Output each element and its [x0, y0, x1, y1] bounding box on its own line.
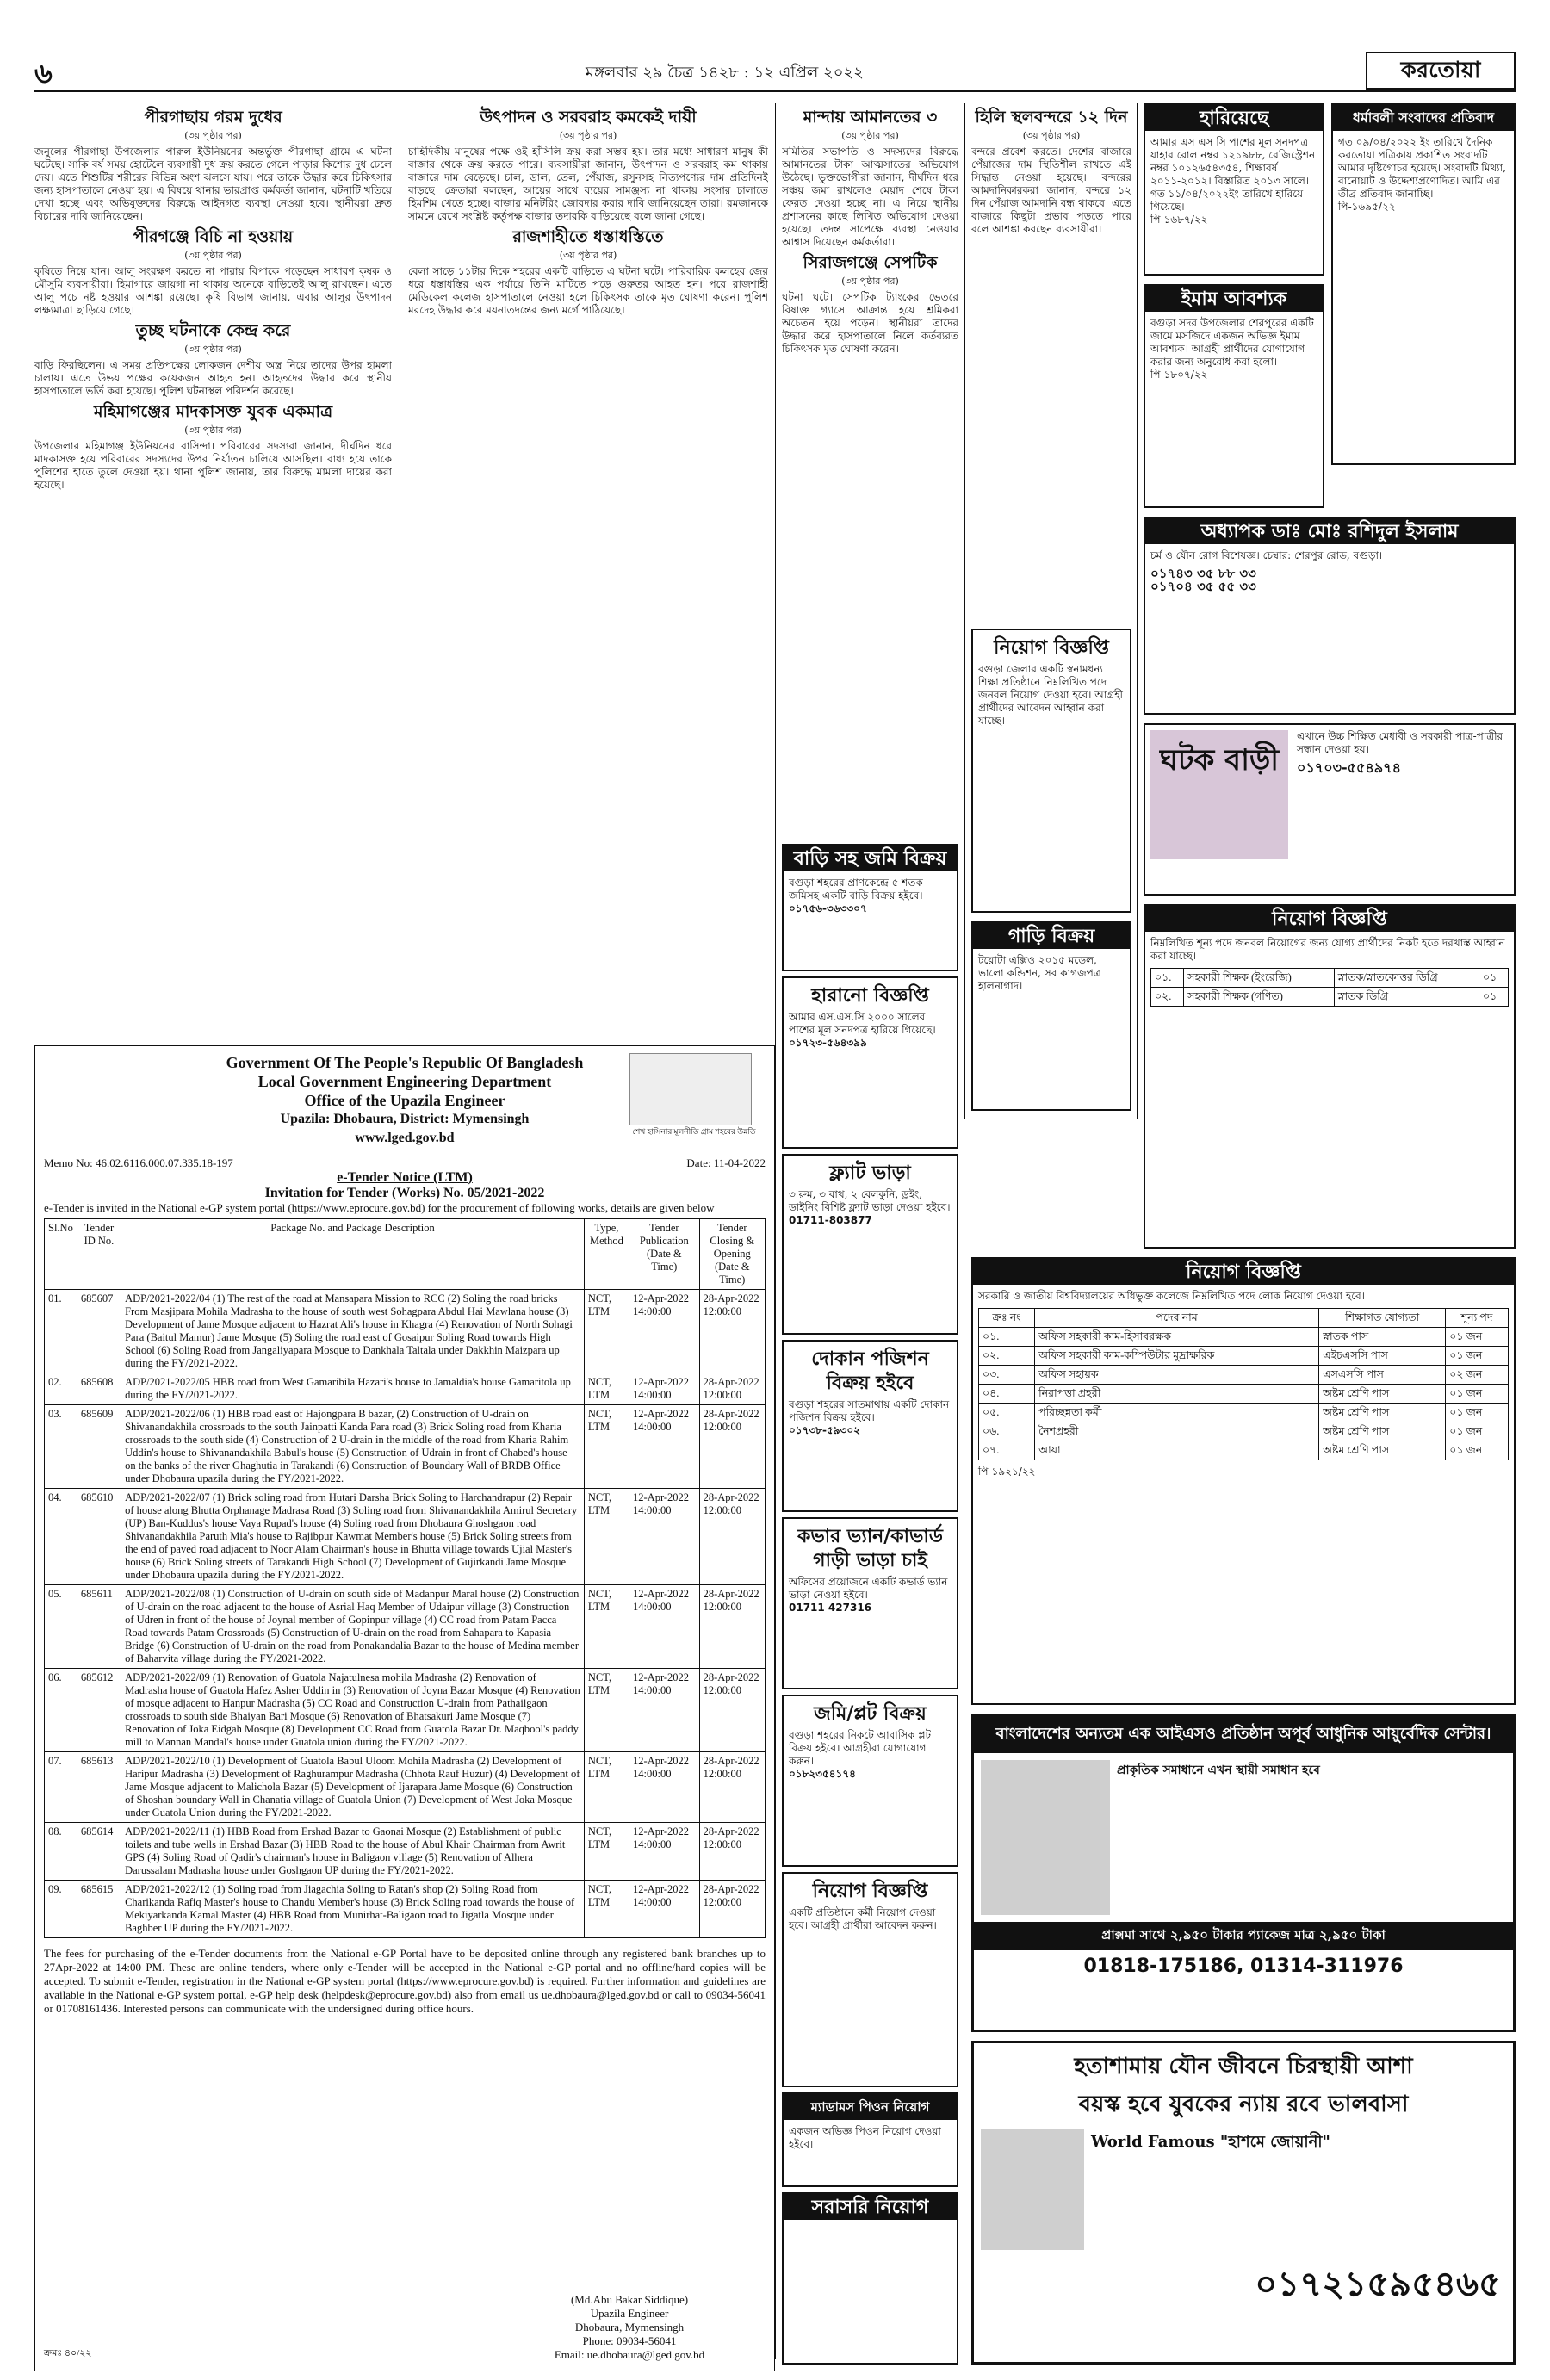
ad-body: সরকারি ও জাতীয় বিশ্ববিদ্যালয়ের অধিভুক্ত কলেজে নিম্নলিখিত পদে লোক নিয়োগ দেওয়া হবে। — [978, 1290, 1365, 1302]
article-title: সিরাজগঞ্জে সেপটিক — [803, 253, 938, 272]
article-continued: (৩য় পৃষ্ঠার পর) — [1022, 130, 1081, 141]
article-title: তুচ্ছ ঘটনাকে কেন্দ্র করে — [135, 321, 291, 340]
tender-cell: 28-Apr-2022 12:00:00 — [699, 1405, 765, 1489]
job-cell: ০১ জন — [1446, 1404, 1509, 1422]
ad-title: সরাসরি নিয়োগ — [784, 2194, 957, 2220]
ad-body: ৩ রুম, ৩ বাথ, ২ বেলকুনি, ড্রইং, ডাইনিং বিশিষ্ট ফ্ল্যাট ভাড়া দেওয়া হইবে। — [789, 1188, 951, 1213]
job-col-header: পদের নাম — [1035, 1309, 1319, 1328]
tender-notice-title: e-Tender Notice (LTM) — [337, 1170, 473, 1185]
tender-table — [44, 1218, 766, 1938]
tender-cell: 685613 — [77, 1752, 121, 1823]
article-body: বাড়ি ফিরছিলেন। এ সময় প্রতিপক্ষের লোকজন দেশীয় অস্ত্র নিয়ে তাদের উপর হামলা চালায়। এতে উভয় পক্ষের কয়েকজন আহত হন। আহতদের উদ্ধার করে স্থানীয় হাসপাতালে ভর্তি করা হয়েছে। পুলিশ ঘটনাস্থল পরিদর্শন করেছে। — [34, 359, 392, 397]
tender-col-header: Tender Publication (Date & Time) — [629, 1219, 700, 1290]
job-cell: ০৬. — [979, 1422, 1035, 1441]
tender-cell: 12-Apr-2022 14:00:00 — [629, 1669, 700, 1752]
classified-ad — [971, 921, 1132, 1111]
job-ad — [971, 1257, 1516, 1705]
signature-block — [500, 2267, 759, 2362]
tender-date: Date: 11-04-2022 — [686, 1156, 766, 1169]
job-cell: ০১ জন — [1446, 1441, 1509, 1460]
tender-cell: 685610 — [77, 1489, 121, 1585]
job-cell: ০১ — [1479, 988, 1509, 1007]
ad-ref: পি-১৬৮৭/২২ — [1150, 214, 1208, 226]
matchmaker-ad — [1144, 723, 1516, 896]
tender-col-header: Sl.No — [45, 1219, 78, 1290]
job-cell: অষ্টম শ্রেণি পাস — [1319, 1422, 1446, 1441]
tender-cell: ADP/2021-2022/08 (1) Construction of U-drain on south side of Madanpur Maral house (2) Construction of U-drain on the road adjacent to the house of Asrial Haq Member of Udaipur village (3) Construction of Udren in front of the house of Joynal member of Gopinpur village (4) CC road from Patam Pacca Road towards Patam Crossroads (5) Construction of U-drain on the road from Sahapara to Kapasia Bridge (6) Construction of U-drain on the road from Ponakandalia Bazar to the house of Medina member of Baharvita village during the FY/2021-2022. — [121, 1585, 585, 1669]
tender-cell: ADP/2021-2022/12 (1) Soling road from Jiagachia Soling to Ratan's shop (2) Soling Road from Charikanda Rafiq Master's house to Chandu Member's house (3) Brick Soling road towards the house of Mekiyarkanda Kamal Master (4) HBB Road from Munirhat-Baligaon road to Jigatla Mosque under Baghber UP during the FY/2021-2022. — [121, 1881, 585, 1938]
signer-location: Dhobaura, Mymensingh — [574, 2321, 685, 2334]
classified-ad — [782, 1340, 958, 1512]
job-cell: নৈশপ্রহরী — [1035, 1422, 1319, 1441]
article-title: মান্দায় আমানতের ৩ — [803, 108, 938, 127]
news-column-4 — [971, 103, 1132, 620]
tender-col-header: Package No. and Package Description — [121, 1219, 585, 1290]
job-cell: আয়া — [1035, 1441, 1319, 1460]
ad-body: আমার এস এস সি পাশের মূল সনদপত্র যাহার রোল নম্বর ১২১৯৮৮, রেজিস্ট্রেশন নম্বর ১০১২৬৫৪৩৫৪, শিক্ষাবর্ষ ২০১১-২০১২। বিস্তারিত ২০১৩ সালে। গত ১১/০৪/২০২২ইং তারিখে হারিয়ে গিয়েছে। — [1150, 136, 1316, 213]
ad-phone: ০১৭০৪ ৩৫ ৫৫ ৩৩ — [1150, 579, 1256, 594]
tender-cell: 12-Apr-2022 14:00:00 — [629, 1373, 700, 1405]
ad-title: ম্যাডামস পিওন নিয়োগ — [784, 2094, 957, 2120]
article-body: চাহিদিকীয় মানুষের পক্ষে ওই হাঁসিলি ক্রয় করা সম্ভব হয়। তার মধ্যে সাধারণ মানুষ কী বাজার থেকে ক্রয় করতে পারে। ব্যবসায়ীরা জানান, উৎপাদন ও সরবরাহ কম থাকায় বাজারে দাম বেড়েছে। চাল, ডাল, তেল, পেঁয়াজ, রসুনসহ নিত্যপণ্যের দাম প্রতিদিনই বাড়ছে। ক্রেতারা বলছেন, আয়ের সাথে ব্যয়ের সামঞ্জস্য না থাকায় সংসার চালাতে হিমশিম খেতে হচ্ছে। বাজার মনিটরিং জোরদার করার দাবি জানিয়েছেন তারা। রমজানকে সামনে রেখে সংশ্লিষ্ট কর্তৃপক্ষ বাজার তদারকি বাড়িয়েছে বলে জানা গেছে। — [408, 146, 768, 222]
tender-cell: 12-Apr-2022 14:00:00 — [629, 1585, 700, 1669]
job-cell: ০১ জন — [1446, 1347, 1509, 1366]
job-row — [979, 1422, 1509, 1441]
job-cell: অষ্টম শ্রেণি পাস — [1319, 1441, 1446, 1460]
tender-cell: 12-Apr-2022 14:00:00 — [629, 1752, 700, 1823]
tender-cell: NCT, LTM — [584, 1585, 629, 1669]
tender-row — [45, 1290, 766, 1373]
job-cell: ০৪. — [979, 1385, 1035, 1404]
ad-ref: পি-১৯২১/২২ — [978, 1466, 1036, 1478]
ad-body: আমার এস.এস.সি ২০০০ সালের পাশের মূল সনদপত্র হারিয়ে গিয়েছে। — [789, 1011, 936, 1036]
ad-ref: পি-১৬৯৫/২২ — [1338, 201, 1396, 213]
classified-ad — [782, 2092, 958, 2187]
signer-phone: Phone: 09034-56041 — [582, 2334, 677, 2347]
classified-ad — [1144, 103, 1324, 276]
tender-row — [45, 1669, 766, 1752]
tender-cell: 28-Apr-2022 12:00:00 — [699, 1881, 765, 1938]
ad-offer: প্রাক্সমা সাথে ২,৯৫০ টাকার প্যাকেজ মাত্র ২,৯৫০ টাকা — [974, 1922, 1513, 1950]
job-cell: নিরাপত্তা প্রহরী — [1035, 1385, 1319, 1404]
tender-cell: NCT, LTM — [584, 1881, 629, 1938]
article-body: কৃষিতে নিয়ে যান। আলু সংরক্ষণ করতে না পারায় বিপাকে পড়েছেন সাধারণ কৃষক ও মৌসুমি ব্যবসায়ীরা। হিমাগারে জায়গা না থাকায় অনেকে বাড়িতেই আলু রাখছেন। এতে আলু পচে নষ্ট হওয়ার আশঙ্কা রয়েছে। কৃষি বিভাগ জানায়, এবার আলুর উৎপাদন লক্ষ্যমাত্রা ছাড়িয়ে গেছে। — [34, 265, 392, 316]
tender-cell: 28-Apr-2022 12:00:00 — [699, 1373, 765, 1405]
article-continued: (৩য় পৃষ্ঠার পর) — [841, 276, 899, 287]
tender-ref: ক্রমঃ ৪০/২২ — [44, 2348, 92, 2358]
job-cell: ০১ জন — [1446, 1328, 1509, 1347]
tender-cell: 03. — [45, 1405, 78, 1489]
job-cell: অফিস সহায়ক — [1035, 1366, 1319, 1385]
column-rule — [775, 103, 776, 2359]
job-row — [979, 1347, 1509, 1366]
tender-cell: 28-Apr-2022 12:00:00 — [699, 1669, 765, 1752]
article-body: জনুলের পীরগাছা উপজেলার পারুল ইউনিয়নের অন্তর্ভুক্ত পীরগাছা গ্রামে এ ঘটনা ঘটেছে। সাকি বর্ষ সময় হোটেলে ব্যবসায়ী দুধ ক্রয় করতে গেলে পাড়ার কিশোর দুধ ঢেলে দেয়। এতে শিশুটির শরীরের বিভিন্ন অংশ ঝলসে যায়। পরে তাকে উদ্ধার করে চিকিৎসার জন্য হাসপাতালে নেওয়া হয়। এ বিষয়ে থানার ভারপ্রাপ্ত কর্মকর্তা জানান, ঘটনাটি খতিয়ে দেখা হচ্ছে এবং অভিযুক্তদের বিরুদ্ধে আইনগত ব্যবস্থা নেওয়া হবে। স্থানীয়রা দ্রুত বিচারের দাবি জানিয়েছেন। — [34, 146, 392, 222]
news-column-2 — [408, 103, 768, 1033]
tender-cell: 12-Apr-2022 14:00:00 — [629, 1881, 700, 1938]
article-title: পীরগঞ্জে বিচি না হওয়ায় — [133, 227, 294, 246]
tender-cell: 06. — [45, 1669, 78, 1752]
job-cell: ০১ জন — [1446, 1422, 1509, 1441]
tender-cell: NCT, LTM — [584, 1823, 629, 1881]
ad-phone: ০১৮২৩৫৪১৭৪ — [789, 1768, 856, 1780]
page-header — [34, 52, 1516, 92]
seal-caption: শেখ হাসিনার মূলনীতি গ্রাম শহরের উন্নতি — [632, 1127, 756, 1136]
ad-title: ইমাম আবশ্যক — [1145, 286, 1323, 312]
tender-footer: The fees for purchasing of the e-Tender documents from the National e-GP Portal have to be deposited online through any registered bank branches up to 27Apr-2022 at 14:00 PM. These are online tenders, where only e-Tender will be accepted in the National e-GP portal and no offline/hard copies will be accepted. To submit e-Tender, registration in the National e-GP system portal (https://www.eprocure.gov.bd) is required. Further information and guidelines are available in the National e-GP system portal, e-GP help desk (helpdesk@eprocure.gov.bd) also from email us ue.dhobaura@lged.gov.bd or call to 09034-56041 or 01708161436. Interested persons can communicate with the undersigned during office hours. — [44, 1947, 766, 2015]
job-cell: এসএসসি পাস — [1319, 1366, 1446, 1385]
article-title: উৎপাদন ও সরবরাহ কমকেই দায়ী — [480, 108, 697, 127]
tender-cell: 12-Apr-2022 14:00:00 — [629, 1290, 700, 1373]
tender-upazila: Upazila: Dhobaura, District: Mymensingh — [280, 1112, 530, 1126]
signature — [500, 2267, 759, 2293]
tender-cell: 28-Apr-2022 12:00:00 — [699, 1290, 765, 1373]
article-title: মহিমাগঞ্জের মাদকাসক্ত যুবক একমাত্র — [93, 402, 333, 421]
ad-body: গত ০৯/০৪/২০২২ ইং তারিখে দৈনিক করতোয়া পত্রিকায় প্রকাশিত সংবাদটি আমার দৃষ্টিগোচর হয়েছে। সংবাদটি মিথ্যা, বানোয়াট ও উদ্দেশ্যপ্রণোদিত। আমি এর তীব্র প্রতিবাদ জানাচ্ছি। — [1338, 136, 1506, 200]
job-cell: পরিচ্ছন্নতা কর্মী — [1035, 1404, 1319, 1422]
ad-phone: ০১৭৫৬-৩৬৩৩০৭ — [789, 902, 867, 914]
tender-row — [45, 1373, 766, 1405]
article-body: উপজেলার মহিমাগঞ্জ ইউনিয়নের বাসিন্দা। পরিবারের সদস্যরা জানান, দীর্ঘদিন ধরে মাদকাসক্ত হয়ে পরিবারের সদস্যদের উপর নির্যাতন চালিয়ে আসছিল। বাধ্য হয়ে তাকে পুলিশের হাতে তুলে দেওয়া হয়। থানা পুলিশ জানায়, তার বিরুদ্ধে মামলা দায়ের করা হয়েছে। — [34, 440, 392, 491]
ad-body: বগুড়া জেলার একটি স্বনামধন্য শিক্ষা প্রতিষ্ঠানে নিম্নলিখিত পদে জনবল নিয়োগ দেওয়া হবে। আগ্রহী প্রার্থীদের আবেদন আহ্বান করা যাচ্ছে। — [978, 663, 1123, 727]
article-continued: (৩য় পৃষ্ঠার পর) — [184, 130, 242, 141]
ad-ref: পি-১৮০৭/২২ — [1150, 369, 1208, 381]
job-row — [1151, 969, 1509, 988]
job-cell: ০৩. — [979, 1366, 1035, 1385]
signer-title: Upazila Engineer — [590, 2307, 669, 2320]
job-row — [1151, 988, 1509, 1007]
job-row — [979, 1404, 1509, 1422]
job-col-header: ক্রঃ নং — [979, 1309, 1035, 1328]
tender-cell: ADP/2021-2022/07 (1) Brick soling road from Hutari Darsha Brick Soling to Harchandrapur (2) Repair of house along Bhutta Orphanage Madrasa Road (3) Soling road from Shivanandakhila Amirul Secretary (UP) Ban-Kuddus's house Vaya Rupad's house (4) Soling road from Dhobaura Ghoshgaon road Shivanandakhila Paruth Mia's house to Rajibpur Kawmat Member's house (5) Brick Soling streets from the end of paved road adjacent to Noor Alam Chairman's house in Bhutta village towards Ujial Master's house (6) Brick Soling streets of Tarakandi High School (7) Development of Gujirkandi Jame Mosque under Dhobaura upazila during the FY/2021-2022. — [121, 1489, 585, 1585]
job-cell: অষ্টম শ্রেণি পাস — [1319, 1385, 1446, 1404]
tender-cell: 12-Apr-2022 14:00:00 — [629, 1823, 700, 1881]
memo-number: Memo No: 46.02.6116.000.07.335.18-197 — [44, 1156, 233, 1169]
job-row — [979, 1441, 1509, 1460]
ad-body: এখানে উচ্চ শিক্ষিত মেধাবী ও সরকারী পাত্র-পাত্রীর সন্ধান দেওয়া হয়। — [1297, 730, 1504, 755]
ad-title: নিয়োগ বিজ্ঞপ্তি — [1145, 906, 1514, 932]
classified-ad — [782, 2192, 958, 2365]
tender-cell: 02. — [45, 1373, 78, 1405]
tender-dept: Local Government Engineering Department — [257, 1073, 552, 1090]
tender-cell: 12-Apr-2022 14:00:00 — [629, 1405, 700, 1489]
ad-title: নিয়োগ বিজ্ঞপ্তি — [812, 1880, 928, 1902]
tender-row — [45, 1881, 766, 1938]
job-cell: সহকারী শিক্ষক (ইংরেজি) — [1184, 969, 1334, 988]
classified-ad — [782, 976, 958, 1149]
ad-body: অফিসের প্রয়োজনে একটি কভার্ড ভ্যান ভাড়া নেওয়া হইবে। — [789, 1576, 948, 1601]
tender-cell: 01. — [45, 1290, 78, 1373]
ad-phone: ০১৭২৩-৫৬৪৩৯৯ — [789, 1037, 867, 1049]
tender-cell: 07. — [45, 1752, 78, 1823]
tender-cell: 28-Apr-2022 12:00:00 — [699, 1823, 765, 1881]
ad-phone: ০১৭০৩-৫৫৪৯৭৪ — [1297, 759, 1401, 776]
tender-invitation: Invitation for Tender (Works) No. 05/2021-2022 — [264, 1186, 545, 1200]
page-number: ৬ — [34, 57, 53, 90]
ad-phone: ০১৭৩৮-৫৯৩০২ — [789, 1424, 860, 1436]
tender-col-header: Type, Method — [584, 1219, 629, 1290]
tender-cell: 28-Apr-2022 12:00:00 — [699, 1489, 765, 1585]
ad-title: ধর্মাবলী সংবাদের প্রতিবাদ — [1333, 105, 1514, 131]
article-continued: (৩য় পৃষ্ঠার পর) — [184, 425, 242, 436]
article-body: ঘটনা ঘটে। সেপটিক ট্যাংকের ভেতরে বিষাক্ত গ্যাসে আক্রান্ত হয়ে শ্রমিকরা অচেতন হয়ে পড়েন। স্থানীয়রা তাদের উদ্ধার করে হাসপাতালে নিলে কর্তব্যরত চিকিৎসক মৃত ঘোষণা করেন। — [782, 291, 958, 355]
classified-ad — [782, 844, 958, 971]
newspaper-logo — [1366, 52, 1516, 90]
tender-cell: 685609 — [77, 1405, 121, 1489]
tender-cell: 08. — [45, 1823, 78, 1881]
ad-body: বগুড়া সদর উপজেলার শেরপুরের একটি জামে মসজিদে একজন অভিজ্ঞ ইমাম আবশ্যক। আগ্রহী প্রার্থীদের যোগাযোগ করার জন্য অনুরোধ করা হলো। — [1150, 317, 1314, 368]
ad-title: নিয়োগ বিজ্ঞপ্তি — [994, 636, 1109, 659]
job-cell: স্নাতক/স্নাতকোত্তর ডিগ্রি — [1334, 969, 1479, 988]
job-cell: অফিস সহকারী কাম-কম্পিউটার মুদ্রাক্ষরিক — [1035, 1347, 1319, 1366]
ad-title: অধ্যাপক ডাঃ মোঃ রশিদুল ইসলাম — [1145, 518, 1514, 544]
article-body: বন্দরে প্রবেশ করতে। দেশের বাজারে পেঁয়াজের দাম স্থিতিশীল রাখতে এই সিদ্ধান্ত নেওয়া হয়েছে। বন্দরের আমদানিকারকরা জানান, বন্দরে ১২ দিন পেঁয়াজ আমদানি বন্ধ থাকবে। এতে বাজারে কিছুটা প্রভাব পড়তে পারে বলে আশঙ্কা করছেন ব্যবসায়ীরা। — [971, 146, 1132, 235]
job-cell: এইচএসসি পাস — [1319, 1347, 1446, 1366]
tender-cell: 685611 — [77, 1585, 121, 1669]
classified-ad — [782, 1872, 958, 2087]
tender-website[interactable]: www.lged.gov.bd — [355, 1131, 455, 1145]
tender-cell: 685608 — [77, 1373, 121, 1405]
job-cell: ০১. — [1151, 969, 1184, 988]
ad-subtitle: বয়স্ক হবে যুবকের ন্যায় রবে ভালবাসা — [1078, 2092, 1409, 2117]
tender-cell: ADP/2021-2022/04 (1) The rest of the road at Mansapara Mission to RCC (2) Soling the road bricks From Masjipara Mohila Madrasha to the house of south west Sohagpara Abdul Hai Mawlana house (3) Development of Jame Mosque adjacent to Hazrat Ali's house in Khagra (4) Renovation of North Sohagi Para (Baitul Mamur) Jame Mosque (5) Soling the road east of Gosaipur Soling Road towards High School (6) Soling Road from Jangaliyapara Mosque to Dankhala Taltala under Dakkhin Maizpara up during the FY/2021-2022. — [121, 1290, 585, 1373]
news-column-3 — [782, 103, 958, 827]
tender-cell: 685614 — [77, 1823, 121, 1881]
ad-body: নিম্নলিখিত শূন্য পদে জনবল নিয়োগের জন্য যোগ্য প্রার্থীদের নিকট হতে দরখাস্ত আহ্বান করা যাচ্ছে। — [1150, 937, 1505, 962]
job-row — [979, 1366, 1509, 1385]
job-cell: ০২ জন — [1446, 1366, 1509, 1385]
job-table — [1150, 968, 1509, 1007]
ad-body: বগুড়া শহরের নিকটে আবাসিক প্লট বিক্রয় হইবে। আগ্রহীরা যোগাযোগ করুন। — [789, 1729, 932, 1767]
ad-body: বগুড়া শহরের প্রাণকেন্দ্রে ৫ শতক জমিসহ একটি বাড়ি বিক্রয় হইবে। — [789, 877, 923, 902]
tender-row — [45, 1405, 766, 1489]
tender-cell: 05. — [45, 1585, 78, 1669]
ad-phone: 01711-803877 — [789, 1214, 872, 1226]
tender-cell: NCT, LTM — [584, 1669, 629, 1752]
tender-row — [45, 1823, 766, 1881]
tender-cell: 28-Apr-2022 12:00:00 — [699, 1585, 765, 1669]
job-table — [978, 1308, 1509, 1460]
tender-cell: 09. — [45, 1881, 78, 1938]
column-rule — [964, 103, 965, 1119]
job-cell: সহকারী শিক্ষক (গণিত) — [1184, 988, 1334, 1007]
ad-body: প্রাকৃতিক সমাধানে এখন স্থায়ী সমাধান হবে — [1117, 1763, 1320, 1777]
article-continued: (৩য় পৃষ্ঠার পর) — [559, 250, 617, 261]
article-continued: (৩য় পৃষ্ঠার পর) — [841, 130, 899, 141]
tender-col-header: Tender ID No. — [77, 1219, 121, 1290]
job-cell: অফিস সহকারী কাম-হিসাবরক্ষক — [1035, 1328, 1319, 1347]
article-title: পীরগাছায় গরম দুধের — [144, 108, 282, 127]
job-cell: ০৫. — [979, 1404, 1035, 1422]
job-row — [979, 1328, 1509, 1347]
article-body: সমিতির সভাপতি ও সদস্যদের বিরুদ্ধে আমানতের টাকা আত্মসাতের অভিযোগ উঠেছে। ভুক্তভোগীরা জানান, দীর্ঘদিন ধরে সঞ্চয় জমা রাখলেও মেয়াদ শেষে টাকা ফেরত দেওয়া হচ্ছে না। এ নিয়ে স্থানীয় প্রশাসনের কাছে লিখিত অভিযোগ দেওয়া হয়েছে। তদন্ত সাপেক্ষে ব্যবস্থা নেওয়ার আশ্বাস দিয়েছেন কর্মকর্তারা। — [782, 146, 958, 248]
tender-row — [45, 1585, 766, 1669]
doctor-photo — [981, 2129, 1084, 2250]
ad-title: হারানো বিজ্ঞপ্তি — [811, 984, 929, 1007]
e-tender-notice — [34, 1045, 775, 2371]
article-continued: (৩য় পৃষ্ঠার পর) — [184, 344, 242, 355]
tender-cell: ADP/2021-2022/05 HBB road from West Gamaribila Hazari's house to Jamaldia's house Gamaritola up during the FY/2021-2022. — [121, 1373, 585, 1405]
article-body: বেলা সাড়ে ১১টার দিকে শহরের একটি বাড়িতে এ ঘটনা ঘটে। পারিবারিক কলহের জের ধরে ধস্তাধস্তির এক পর্যায়ে তিনি মাটিতে পড়ে গুরুতর আহত হন। পরে রাজশাহী মেডিকেল কলেজ হাসপাতালে নেওয়া হলে চিকিৎসক তাকে মৃত ঘোষণা করেন। পুলিশ মরদেহ উদ্ধার করে ময়নাতদন্তের জন্য মর্গে পাঠিয়েছে। — [408, 265, 768, 316]
news-column-1 — [34, 103, 392, 1033]
classified-ad — [782, 1517, 958, 1689]
classified-ad — [782, 1695, 958, 1867]
article-continued: (৩য় পৃষ্ঠার পর) — [559, 130, 617, 141]
tender-cell: ADP/2021-2022/09 (1) Renovation of Guatola Najatulnesa mohila Madrasha (2) Renovation of Madrasha house of Guatola Hafez Asher Uddin in (3) Renovation of Joyna Bazar Mosque (4) Renovation of mosque adjacent to Hanpur Madrasha (5) CC Road and Construction U-drain from Pathailgaon crossroads to south side Bhaiyan Bari Mosque (6) Renovation of Bhatsakuri Jame Mosque (7) Renovation of Joka Eidgah Mosque (8) Development CC Road from Guatola Bazar Dr. Maqbool's paddy mill to Mannan Mandal's house under Guatola union during the FY/2021-2022. — [121, 1669, 585, 1752]
ad-title: গাড়ি বিক্রয় — [973, 923, 1130, 949]
tender-office: Office of the Upazila Engineer — [304, 1092, 505, 1109]
ad-title: বাংলাদেশের অন্যতম এক আইএসও প্রতিষ্ঠান অপূর্ব আধুনিক আয়ুর্বেদিক সেন্টার। — [974, 1716, 1513, 1753]
tender-gov: Government Of The People's Republic Of Bangladesh — [226, 1054, 584, 1071]
job-ad — [1144, 904, 1516, 1249]
job-col-header: শিক্ষাগত যোগ্যতা — [1319, 1309, 1446, 1328]
tender-row — [45, 1489, 766, 1585]
job-col-header: শূন্য পদ — [1446, 1309, 1509, 1328]
ad-title: বাড়ি সহ জমি বিক্রয় — [784, 846, 957, 871]
ayurvedic-ad — [971, 1714, 1516, 2032]
signer-name: (Md.Abu Bakar Siddique) — [570, 2293, 689, 2306]
tender-col-header: Tender Closing & Opening (Date & Time) — [699, 1219, 765, 1290]
tender-intro: e-Tender is invited in the National e-GP system portal (https://www.eprocure.gov.bd) for the procurement of following works, details are given below — [44, 1201, 715, 1214]
tender-cell: ADP/2021-2022/10 (1) Development of Guatola Babul Uloom Mohila Madrasha (2) Development of Haripur Madrasha (3) Development of Raghurampur Madrasha (Chhota Rauf Huzur) (4) Development of Jame Mosque adjacent to Malichola Bazar (5) Development of Ijarapara Jame Mosque (6) Construction of Shoshan boundary Wall in Chanatia village of Guatola Union (7) Development of West Joka Mosque under Guatola Union during the FY/2021-2022. — [121, 1752, 585, 1823]
job-cell: ০১ জন — [1446, 1385, 1509, 1404]
job-cell: ০১ — [1479, 969, 1509, 988]
tender-cell: 28-Apr-2022 12:00:00 — [699, 1752, 765, 1823]
ad-title: ঘটক বাড়ী — [1160, 743, 1279, 778]
ad-body: বগুড়া শহরের সাতমাথায় একটি দোকান পজিশন বিক্রয় হইবে। — [789, 1398, 950, 1423]
ad-brand: World Famous "হাশমে জোয়ানী" — [1091, 2133, 1330, 2151]
article-title: হিলি স্থলবন্দরে ১২ দিন — [975, 108, 1128, 127]
article-continued: (৩য় পৃষ্ঠার পর) — [184, 250, 242, 261]
tender-cell: NCT, LTM — [584, 1489, 629, 1585]
tender-row — [45, 1752, 766, 1823]
ad-title: নিয়োগ বিজ্ঞপ্তি — [973, 1259, 1514, 1285]
ad-phone: 01711 427316 — [789, 1602, 872, 1614]
tender-cell: ADP/2021-2022/11 (1) HBB Road from Ershad Bazar to Gaonai Mosque (2) Establishment of public toilets and tube wells in Ershad Bazar (3) HBB Road to the house of Abul Khair Chairman from Awrit GPS (4) Soling Road of Qadir's chairman's house in Baligaon village (5) Renovation of Alhera Darussalam Madrasha house under Goshgaon UP during the FY/2021-2022. — [121, 1823, 585, 1881]
classified-ad — [971, 629, 1132, 913]
job-cell: অষ্টম শ্রেণি পাস — [1319, 1404, 1446, 1422]
classified-ad — [782, 1154, 958, 1335]
job-cell: ০৭. — [979, 1441, 1035, 1460]
ad-body: একটি প্রতিষ্ঠানে কর্মী নিয়োগ দেওয়া হবে। আগ্রহী প্রার্থীরা আবেদন করুন। — [789, 1906, 937, 1931]
ad-title: হারিয়েছে — [1145, 105, 1323, 131]
ad-title: হতাশামায় যৌন জীবনে চিরস্থায়ী আশা — [1074, 2054, 1413, 2079]
health-ad — [971, 2041, 1516, 2365]
issue-date: মঙ্গলবার ২৯ চৈত্র ১৪২৮ : ১২ এপ্রিল ২০২২ — [586, 64, 864, 82]
ad-title: কভার ভ্যান/কাভার্ড গাড়ী ভাড়া চাই — [797, 1525, 943, 1571]
job-cell: স্নাতক ডিগ্রি — [1334, 988, 1479, 1007]
ad-phone: ০১৭৪৩ ৩৫ ৮৮ ৩৩ — [1150, 566, 1256, 581]
ad-title: জমি/প্লট বিক্রয় — [814, 1702, 927, 1725]
column-rule — [1137, 103, 1138, 1119]
job-cell: ০২. — [1151, 988, 1184, 1007]
article-title: রাজশাহীতে ধস্তাধস্তিতে — [512, 227, 664, 246]
tender-cell: NCT, LTM — [584, 1373, 629, 1405]
tender-cell: 04. — [45, 1489, 78, 1585]
classified-ad — [1331, 103, 1516, 465]
job-row — [979, 1385, 1509, 1404]
tender-cell: 685615 — [77, 1881, 121, 1938]
ad-body: চর্ম ও যৌন রোগ বিশেষজ্ঞ। চেম্বার: শেরপুর রোড, বগুড়া। — [1150, 549, 1383, 561]
job-cell: ০১. — [979, 1328, 1035, 1347]
tender-cell: NCT, LTM — [584, 1405, 629, 1489]
ad-body: একজন অভিজ্ঞ পিওন নিয়োগ দেওয়া হইবে। — [789, 2125, 941, 2150]
doctor-ad — [1144, 517, 1516, 715]
tender-cell: ADP/2021-2022/06 (1) HBB road east of Hajongpara B bazar, (2) Construction of U-drain on Shivanandakhila crossroads to the south Jainpatti Kanda Para road (3) Brick Soling road from Kharia crossroads to the south side (4) Construction of 2 U-drain in the middle of the road from Kharia Rahim Uddin's house to Shivanandakhila Babul's house (5) Construction of Udrain in front of Chabed's house on the banks of the river Ghaghutia in Tarakandi (6) Construction of Boundary Wall of BRDB Office under Dhobaura upazila during the FY/2021-2022. — [121, 1405, 585, 1489]
job-cell: স্নাতক পাস — [1319, 1328, 1446, 1347]
tender-cell: 685612 — [77, 1669, 121, 1752]
government-seal — [629, 1053, 752, 1125]
ad-phone: 01818-175186, 01314-311976 — [1083, 1955, 1404, 1977]
brand-name: করতোয়া — [1400, 58, 1481, 84]
tender-cell: 12-Apr-2022 14:00:00 — [629, 1489, 700, 1585]
job-cell: ০২. — [979, 1347, 1035, 1366]
tender-cell: NCT, LTM — [584, 1752, 629, 1823]
ad-title: ফ্ল্যাট ভাড়া — [829, 1162, 911, 1184]
ad-phone: ০১৭২১৫৯৫৪৬৫ — [1255, 2265, 1501, 2304]
classified-ad — [1144, 284, 1324, 508]
ad-title: দোকান পজিশন বিক্রয় হইবে — [811, 1348, 929, 1394]
signer-email: Email: ue.dhobaura@lged.gov.bd — [554, 2348, 705, 2361]
tender-cell: 685607 — [77, 1290, 121, 1373]
ad-body: টয়োটা এক্সিও ২০১৫ মডেল, ভালো কন্ডিশন, সব কাগজপত্র হালনাগাদ। — [978, 954, 1101, 992]
product-image — [981, 1760, 1110, 1915]
tender-cell: NCT, LTM — [584, 1290, 629, 1373]
ghotok-logo — [1150, 730, 1288, 859]
